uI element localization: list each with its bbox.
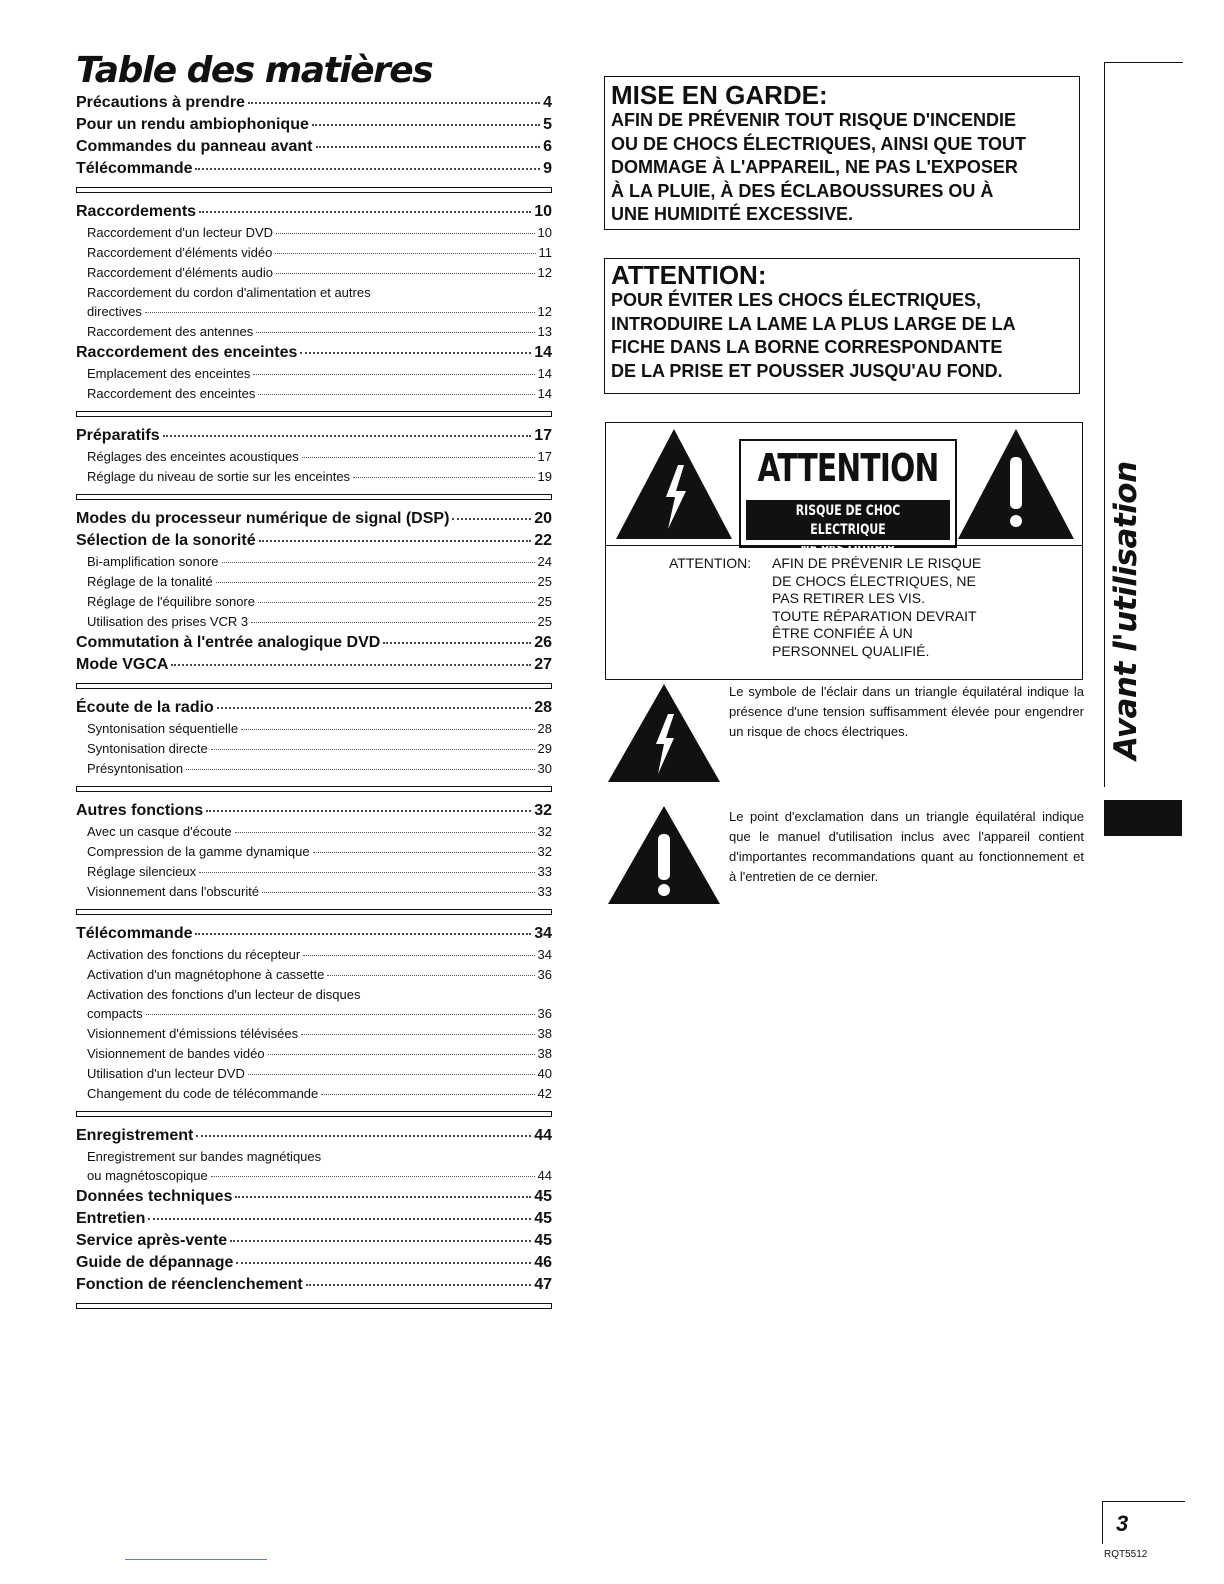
toc-label: Autres fonctions <box>76 802 204 819</box>
toc-label: Écoute de la radio <box>76 699 214 716</box>
toc-page-number: 34 <box>537 947 552 962</box>
toc-label: Modes du processeur numérique de signal (DSP) <box>76 510 450 527</box>
caution-line: PERSONNEL QUALIFIÉ. <box>772 642 930 659</box>
toc-label: Réglage du niveau de sortie sur les enceintes <box>87 469 351 484</box>
toc-page-number: 45 <box>534 1210 552 1227</box>
lightning-triangle-icon <box>606 682 722 784</box>
toc-leader-dots <box>248 1074 535 1075</box>
page-title: Table des matières <box>76 50 433 91</box>
toc-label: Fonction de réenclenchement <box>76 1276 303 1293</box>
toc-subentry[interactable] <box>76 1004 552 1024</box>
toc-leader-dots <box>186 769 534 770</box>
toc-page-number: 38 <box>537 1046 552 1061</box>
toc-page-number: 27 <box>534 656 552 673</box>
toc-entry[interactable] <box>76 1125 552 1147</box>
toc-separator <box>76 909 552 915</box>
toc-separator <box>76 187 552 193</box>
toc-leader-dots <box>316 146 541 148</box>
toc-label: Utilisation des prises VCR 3 <box>87 614 249 629</box>
toc-entry[interactable] <box>76 114 552 136</box>
exclamation-warning-icon <box>956 427 1076 541</box>
toc-entry[interactable] <box>76 654 552 676</box>
toc-label: Pour un rendu ambiophonique <box>76 116 309 133</box>
toc-label: Compression de la gamme dynamique <box>87 844 310 859</box>
toc-page-number: 32 <box>537 844 552 859</box>
page-number: 3 <box>1116 1511 1129 1536</box>
toc-subentry[interactable] <box>76 592 552 612</box>
toc-leader-dots <box>313 852 535 853</box>
toc-label: Raccordement des antennes <box>87 324 254 339</box>
toc-leader-dots <box>206 810 531 812</box>
toc-entry[interactable] <box>76 632 552 654</box>
toc-subentry[interactable] <box>76 822 552 842</box>
toc-leader-dots <box>302 457 535 458</box>
toc-leader-dots <box>276 233 535 234</box>
toc-label: Télécommande <box>76 925 193 942</box>
toc-label: Raccordement des enceintes <box>76 344 298 361</box>
toc-entry[interactable] <box>76 923 552 945</box>
toc-entry[interactable] <box>76 92 552 114</box>
toc-leader-dots <box>163 435 532 437</box>
do-not-open-line: NE PAS OUVRIR <box>800 541 896 557</box>
attention-line: FICHE DANS LA BORNE CORRESPONDANTE <box>611 337 1003 357</box>
toc-leader-dots <box>211 749 535 750</box>
toc-separator <box>76 1303 552 1309</box>
toc-leader-dots <box>171 664 531 666</box>
toc-label: Données techniques <box>76 1188 233 1205</box>
attention-label <box>739 439 957 557</box>
toc-subentry[interactable] <box>76 965 552 985</box>
warning-line: OU DE CHOCS ÉLECTRIQUES, AINSI QUE TOUT <box>611 133 1027 154</box>
toc-label: Changement du code de télécommande <box>87 1086 319 1101</box>
toc-subentry[interactable] <box>76 739 552 759</box>
toc-page-number: 25 <box>537 614 552 629</box>
caution-line: DE CHOCS ÉLECTRIQUES, NE <box>772 572 976 589</box>
toc-label: Réglage silencieux <box>87 864 197 879</box>
toc-leader-dots <box>300 352 531 354</box>
toc-label: Service après-vente <box>76 1232 228 1249</box>
toc-entry[interactable] <box>76 1208 552 1230</box>
caution-label-box <box>605 422 1083 680</box>
toc-subentry[interactable] <box>76 719 552 739</box>
document-code: RQT5512 <box>1104 1549 1148 1560</box>
toc-leader-dots <box>236 1262 531 1264</box>
caution-line: ÊTRE CONFIÉE À UN <box>772 625 913 641</box>
toc-page-number: 33 <box>537 864 552 879</box>
toc-subentry[interactable] <box>76 612 552 632</box>
label-divider <box>606 545 1082 546</box>
toc-page-number: 38 <box>537 1026 552 1041</box>
toc-subentry[interactable] <box>76 1024 552 1044</box>
toc-page-number: 47 <box>534 1276 552 1293</box>
toc-page-number: 10 <box>534 203 552 220</box>
toc-label: Activation des fonctions du récepteur <box>87 947 301 962</box>
toc-subentry[interactable] <box>76 552 552 572</box>
toc-subentry[interactable] <box>76 882 552 902</box>
toc-label: Commutation à l'entrée analogique DVD <box>76 634 381 651</box>
toc-separator <box>76 494 552 500</box>
shock-risk-banner <box>746 500 950 557</box>
toc-label: Visionnement de bandes vidéo <box>87 1046 265 1061</box>
toc-entry-continued: Activation des fonctions d'un lecteur de disques <box>87 987 361 1002</box>
toc-subentry[interactable] <box>76 1064 552 1084</box>
toc-page-number: 14 <box>537 386 552 401</box>
side-tab-marker <box>1104 800 1182 836</box>
toc-page-number: 22 <box>534 532 552 549</box>
warning-line: À LA PLUIE, À DES ÉCLABOUSSURES OU À <box>611 180 994 201</box>
toc-subentry[interactable] <box>76 1166 552 1186</box>
toc-subentry[interactable] <box>76 467 552 487</box>
bottom-rule <box>125 1559 267 1560</box>
toc-subentry[interactable] <box>76 223 552 243</box>
toc-entry[interactable] <box>76 201 552 223</box>
toc-subentry[interactable] <box>76 1044 552 1064</box>
toc-leader-dots <box>230 1240 531 1242</box>
toc-leader-dots <box>211 1176 535 1177</box>
toc-separator <box>76 1111 552 1117</box>
toc-label: ou magnétoscopique <box>87 1168 208 1183</box>
attention-box <box>604 258 1080 394</box>
toc-leader-dots <box>303 955 534 956</box>
toc-label: Télécommande <box>76 160 193 177</box>
toc-subentry[interactable] <box>76 243 552 263</box>
toc-page-number: 26 <box>534 634 552 651</box>
toc-label: Entretien <box>76 1210 146 1227</box>
toc-page-number: 5 <box>543 116 552 133</box>
toc-page-number: 32 <box>537 824 552 839</box>
toc-label: Réglages des enceintes acoustiques <box>87 449 299 464</box>
toc-page-number: 30 <box>537 761 552 776</box>
caution-line: AFIN DE PRÉVENIR LE RISQUE <box>772 555 982 571</box>
toc-page-number: 46 <box>534 1254 552 1271</box>
exclamation-triangle-icon <box>606 804 722 906</box>
toc-entry[interactable] <box>76 425 552 447</box>
toc-leader-dots <box>383 642 531 644</box>
caution-text <box>772 555 1042 660</box>
toc-page-number: 34 <box>534 925 552 942</box>
toc-page-number: 25 <box>537 594 552 609</box>
toc-label: Présyntonisation <box>87 761 184 776</box>
toc-leader-dots <box>145 312 535 313</box>
toc-page-number: 44 <box>537 1168 552 1183</box>
toc-leader-dots <box>235 832 535 833</box>
toc-separator <box>76 411 552 417</box>
toc-leader-dots <box>195 168 540 170</box>
toc-leader-dots <box>251 622 534 623</box>
toc-subentry[interactable] <box>76 302 552 322</box>
toc-page-number: 17 <box>537 449 552 464</box>
toc-page-number: 45 <box>534 1232 552 1249</box>
toc-page-number: 24 <box>537 554 552 569</box>
toc-label: directives <box>87 304 142 319</box>
toc-label: Avec un casque d'écoute <box>87 824 232 839</box>
toc-subentry[interactable] <box>76 364 552 384</box>
toc-entry-continued: Raccordement du cordon d'alimentation et autres <box>87 285 371 300</box>
toc-page-number: 40 <box>537 1066 552 1081</box>
toc-label: Visionnement dans l'obscurité <box>87 884 260 899</box>
toc-page-number: 29 <box>537 741 552 756</box>
toc-entry[interactable] <box>76 1252 552 1274</box>
toc-separator <box>76 786 552 792</box>
toc-page-number: 42 <box>537 1086 552 1101</box>
toc-leader-dots <box>196 1135 531 1137</box>
toc-page-number: 10 <box>537 225 552 240</box>
toc-label: Raccordement des enceintes <box>87 386 256 401</box>
toc-subentry[interactable] <box>76 759 552 779</box>
toc-subentry[interactable] <box>76 945 552 965</box>
lightning-explanation: Le symbole de l'éclair dans un triangle équilatéral indique la présence d'une tension suffisamment élevée pour engendrer un risque de chocs électriques. <box>729 684 1084 739</box>
toc-entry[interactable] <box>76 342 552 364</box>
toc-leader-dots <box>148 1218 531 1220</box>
toc-leader-dots <box>301 1034 534 1035</box>
toc-leader-dots <box>452 518 531 520</box>
toc-label: Syntonisation séquentielle <box>87 721 239 736</box>
toc-subentry[interactable] <box>76 1084 552 1104</box>
toc-leader-dots <box>353 477 534 478</box>
toc-label: Raccordements <box>76 203 197 220</box>
toc-leader-dots <box>262 892 534 893</box>
toc-label: Syntonisation directe <box>87 741 208 756</box>
toc-label: Raccordement d'éléments audio <box>87 265 274 280</box>
toc-label: Emplacement des enceintes <box>87 366 251 381</box>
table-of-contents <box>76 92 552 1317</box>
toc-page-number: 4 <box>543 94 552 111</box>
toc-leader-dots <box>199 872 534 873</box>
toc-page-number: 36 <box>537 967 552 982</box>
toc-subentry[interactable] <box>76 322 552 342</box>
page-number-frame <box>1102 1501 1185 1544</box>
toc-leader-dots <box>268 1054 535 1055</box>
toc-page-number: 36 <box>537 1006 552 1021</box>
toc-page-number: 12 <box>537 265 552 280</box>
toc-entry[interactable] <box>76 530 552 552</box>
toc-entry[interactable] <box>76 1186 552 1208</box>
warning-box <box>604 76 1080 230</box>
toc-label: Utilisation d'un lecteur DVD <box>87 1066 245 1081</box>
toc-label: Raccordement d'un lecteur DVD <box>87 225 274 240</box>
toc-subentry[interactable] <box>76 572 552 592</box>
toc-page-number: 6 <box>543 138 552 155</box>
toc-leader-dots <box>222 562 535 563</box>
exclamation-explanation: Le point d'exclamation dans un triangle équilatéral indique que le manuel d'utilisation inclus avec l'appareil contient d'importantes recommandations quant au fonctionnement et à l'entretien de ce dernier. <box>729 809 1084 884</box>
toc-entry[interactable] <box>76 508 552 530</box>
caution-line: PAS RETIRER LES VIS. <box>772 590 926 606</box>
toc-leader-dots <box>321 1094 534 1095</box>
toc-subentry[interactable] <box>76 447 552 467</box>
toc-page-number: 20 <box>534 510 552 527</box>
warning-line: DOMMAGE À L'APPAREIL, NE PAS L'EXPOSER <box>611 157 1018 177</box>
toc-entry[interactable] <box>76 158 552 180</box>
attention-line: INTRODUIRE LA LAME LA PLUS LARGE DE LA <box>611 313 1016 334</box>
toc-label: Commandes du panneau avant <box>76 138 313 155</box>
toc-entry[interactable] <box>76 697 552 719</box>
toc-page-number: 25 <box>537 574 552 589</box>
toc-subentry[interactable] <box>76 862 552 882</box>
toc-label: Raccordement d'éléments vidéo <box>87 245 273 260</box>
toc-page-number: 28 <box>537 721 552 736</box>
toc-label: Bi-amplification sonore <box>87 554 219 569</box>
toc-label: Préparatifs <box>76 427 160 444</box>
toc-label: Guide de dépannage <box>76 1254 234 1271</box>
toc-leader-dots <box>199 211 531 213</box>
toc-label: Réglage de la tonalité <box>87 574 213 589</box>
toc-label: Mode VGCA <box>76 656 169 673</box>
toc-label: compacts <box>87 1006 143 1021</box>
toc-leader-dots <box>253 374 534 375</box>
toc-page-number: 12 <box>537 304 552 319</box>
lightning-warning-icon <box>614 427 734 541</box>
toc-label: Activation d'un magnétophone à cassette <box>87 967 325 982</box>
toc-leader-dots <box>276 273 535 274</box>
toc-leader-dots <box>195 933 531 935</box>
toc-entry[interactable] <box>76 1230 552 1252</box>
toc-subentry[interactable] <box>76 842 552 862</box>
toc-page-number: 45 <box>534 1188 552 1205</box>
toc-page-number: 44 <box>534 1127 552 1144</box>
toc-leader-dots <box>259 540 532 542</box>
toc-leader-dots <box>241 729 534 730</box>
toc-leader-dots <box>312 124 540 126</box>
toc-leader-dots <box>217 707 531 709</box>
caution-label: ATTENTION: <box>669 555 752 571</box>
warning-heading: MISE EN GARDE: <box>611 80 828 110</box>
toc-leader-dots <box>248 102 540 104</box>
toc-label: Précautions à prendre <box>76 94 245 111</box>
toc-page-number: 14 <box>534 344 552 361</box>
toc-leader-dots <box>258 602 535 603</box>
warning-line: AFIN DE PRÉVENIR TOUT RISQUE D'INCENDIE <box>611 110 1016 130</box>
toc-entry[interactable] <box>76 1274 552 1296</box>
warning-line: UNE HUMIDITÉ EXCESSIVE. <box>611 204 854 224</box>
toc-leader-dots <box>256 332 534 333</box>
caution-line: TOUTE RÉPARATION DEVRAIT <box>772 607 977 624</box>
attention-big-text: ATTENTION <box>757 446 939 490</box>
attention-line: POUR ÉVITER LES CHOCS ÉLECTRIQUES, <box>611 290 982 310</box>
toc-leader-dots <box>216 582 535 583</box>
attention-line: DE LA PRISE ET POUSSER JUSQU'AU FOND. <box>611 360 1003 381</box>
toc-page-number: 28 <box>534 699 552 716</box>
toc-leader-dots <box>327 975 534 976</box>
attention-heading: ATTENTION: <box>611 260 767 290</box>
toc-separator <box>76 683 552 689</box>
toc-page-number: 32 <box>534 802 552 819</box>
toc-entry-continued: Enregistrement sur bandes magnétiques <box>87 1149 322 1164</box>
toc-page-number: 19 <box>537 469 552 484</box>
toc-subentry[interactable] <box>76 384 552 404</box>
toc-leader-dots <box>146 1014 535 1015</box>
toc-page-number: 33 <box>537 884 552 899</box>
toc-leader-dots <box>306 1284 531 1286</box>
toc-page-number: 11 <box>538 245 552 260</box>
toc-page-number: 13 <box>537 324 552 339</box>
toc-leader-dots <box>275 253 535 254</box>
toc-page-number: 17 <box>534 427 552 444</box>
toc-entry[interactable] <box>76 800 552 822</box>
toc-leader-dots <box>235 1196 531 1198</box>
toc-label: Visionnement d'émissions télévisées <box>87 1026 299 1041</box>
toc-label: Sélection de la sonorité <box>76 532 256 549</box>
toc-leader-dots <box>258 394 534 395</box>
side-tab-label: Avant l'utilisation <box>1108 461 1144 760</box>
toc-label: Réglage de l'équilibre sonore <box>87 594 255 609</box>
toc-page-number: 14 <box>537 366 552 381</box>
shock-risk-line: RISQUE DE CHOC ELECTRIQUE <box>795 503 901 538</box>
toc-entry[interactable] <box>76 136 552 158</box>
toc-subentry[interactable] <box>76 263 552 283</box>
toc-page-number: 9 <box>543 160 552 177</box>
toc-label: Enregistrement <box>76 1127 194 1144</box>
